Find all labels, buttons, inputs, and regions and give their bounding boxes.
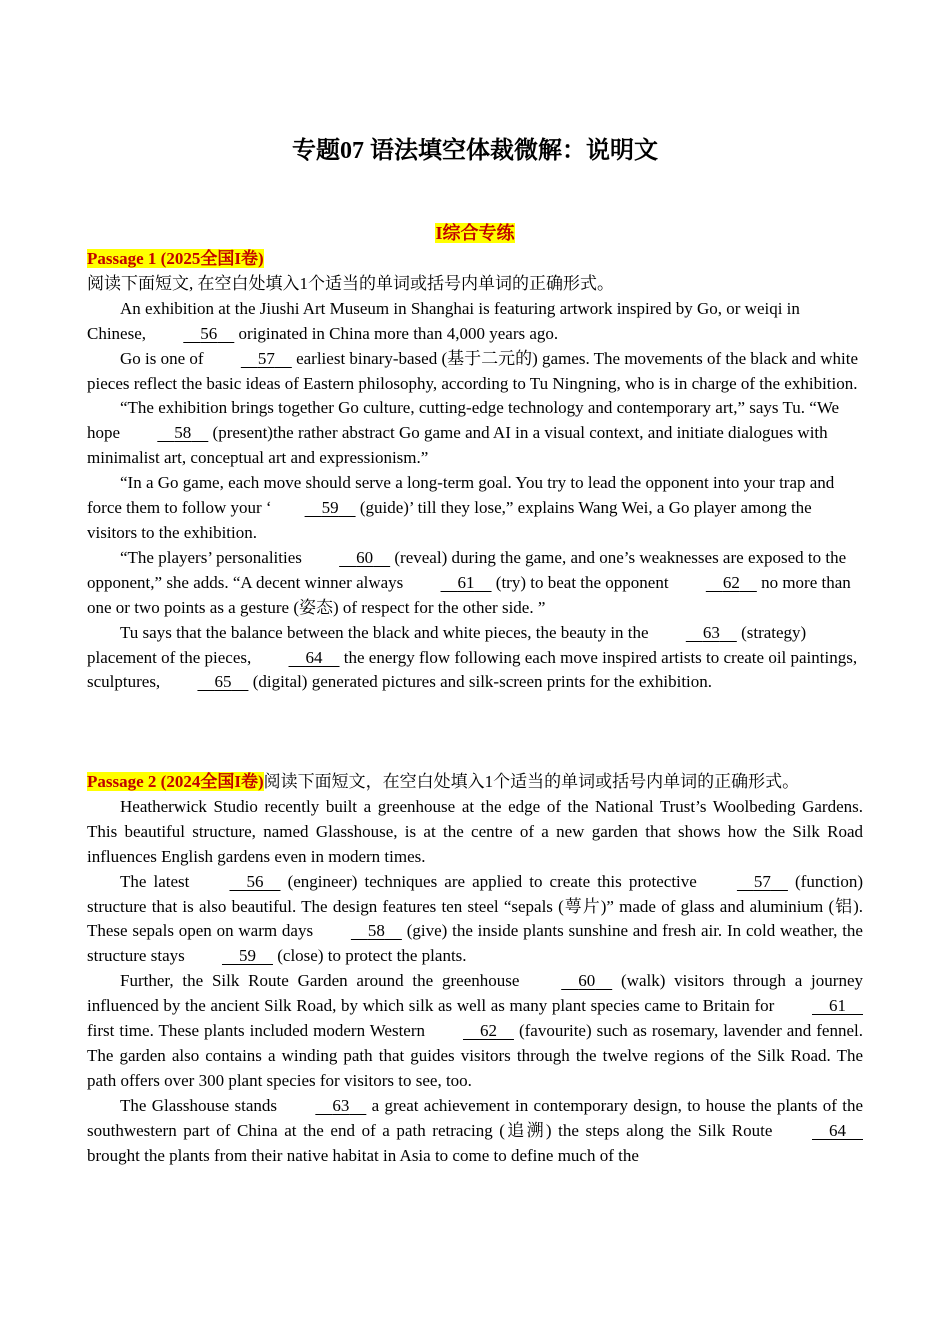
passage-2-paragraph-4: The Glasshouse stands 63 a great achievement in contemporary design, to house the plants of the southwestern part of China at the end of a path retracing (追溯) the steps along the Silk Route 64 brought the plants from their native habitat in Asia to come to define much of the	[87, 1095, 863, 1165]
blank-64[interactable]: 64	[829, 1120, 846, 1140]
blank-64[interactable]: 64	[305, 647, 323, 667]
passage-2-paragraph-3: Further, the Silk Route Garden around the greenhouse 60 (walk) visitors through a journey influenced by the ancient Silk Road, by which silk as well as many plant species came to Britain for 61 first time. These plants included modern Western 62 (favourite) such as rosemary, lavender and fennel. The garden also contains a winding path that guides visitors through the twelve regions of the Silk Road. The path offers over 300 plant species for visitors to see, too.	[87, 971, 863, 1090]
passage-2-paragraph-1: Heatherwick Studio recently built a greenhouse at the edge of the National Trust’s Woolbeding Gardens. This beautiful structure, named Glasshouse, is at the centre of a new garden that shows how the Silk Road influences English gardens even in modern times.	[87, 796, 863, 866]
passage-1-paragraph-4: “In a Go game, each move should serve a long-term goal. You try to lead the opponent into your trap and force them to follow your ‘ 59 (guide)’ till they lose,” explains Wang Wei, a Go player among the visitors to the exhibition.	[87, 473, 835, 542]
passage-1	[87, 247, 863, 695]
passage-1-instruction: 阅读下面短文, 在空白处填入1个适当的单词或括号内单词的正确形式。	[87, 273, 614, 293]
passage-2-instruction: 阅读下面短文，在空白处填入1个适当的单词或括号内单词的正确形式。	[263, 772, 800, 791]
passage-1-paragraph-1: An exhibition at the Jiushi Art Museum in Shanghai is featuring artwork inspired by Go, or weiqi in Chinese, 56 originated in China more than 4,000 years ago.	[87, 297, 863, 347]
blank-62[interactable]: 62	[479, 1021, 497, 1041]
passage-1-paragraph-5: “The players’ personalities 60 (reveal) during the game, and one’s weaknesses are exposed to the opponent,” she adds. “A decent winner always 61 (try) to beat the opponent 62 no more than one or two points as a gesture (姿态) of respect for the other side. ”	[87, 547, 851, 617]
blank-63[interactable]: 63	[332, 1095, 350, 1115]
passage-1-label-line	[87, 247, 863, 272]
blank-61[interactable]: 61	[829, 996, 846, 1016]
section-heading-label: I综合专练	[435, 223, 515, 243]
passage-2	[87, 770, 863, 1169]
page-title: 专题07 语法填空体裁微解：说明文	[292, 138, 658, 164]
passage-2-heading	[87, 770, 863, 795]
section-heading	[87, 220, 863, 246]
blank-60[interactable]: 60	[356, 547, 374, 567]
blank-58[interactable]: 58	[367, 921, 385, 941]
blank-61[interactable]: 61	[457, 572, 475, 592]
blank-63[interactable]: 63	[702, 622, 720, 642]
blank-57[interactable]: 57	[753, 871, 771, 891]
passage-2-label: Passage 2 (2024全国I卷)	[87, 772, 264, 791]
passage-1-label: Passage 1 (2025全国I卷)	[87, 249, 264, 268]
passage-1-paragraph-3: “The exhibition brings together Go culture, cutting-edge technology and contemporary art,” says Tu. “We hope 58 (present)the rather abstract Go game and AI in a visual context, and initiate dialogues with minimalist art, conceptual art and expressionism.”	[87, 398, 840, 468]
passage-1-paragraph-2: Go is one of 57 earliest binary-based (基于二元的) games. The movements of the black and white pieces reflect the basic ideas of Eastern philosophy, according to Tu Ningning, who is in charge of the exhibition.	[87, 348, 859, 393]
blank-58[interactable]: 58	[174, 423, 192, 443]
blank-65[interactable]: 65	[214, 672, 232, 692]
blank-56[interactable]: 56	[246, 871, 264, 891]
blank-60[interactable]: 60	[578, 971, 596, 991]
blank-62[interactable]: 62	[722, 572, 740, 592]
passage-1-paragraph-6: Tu says that the balance between the black and white pieces, the beauty in the 63 (strategy) placement of the pieces, 64 the energy flow following each move inspired artists to create oil paintings, sculptures, 65 (digital) generated pictures and silk-screen prints for the exhibition.	[87, 621, 863, 696]
passage-2-paragraph-2: The latest 56 (engineer) techniques are applied to create this protective 57 (function) structure that is also beautiful. The design features ten steel “sepals (萼片)” made of glass and aluminium (铝). These sepals open on warm days 58 (give) the inside plants sunshine and fresh air. In cold weather, the structure stays 59 (close) to protect the plants.	[87, 870, 863, 970]
blank-59[interactable]: 59	[238, 946, 256, 966]
blank-57[interactable]: 57	[257, 348, 275, 368]
blank-56[interactable]: 56	[200, 323, 218, 343]
blank-59[interactable]: 59	[321, 498, 339, 518]
